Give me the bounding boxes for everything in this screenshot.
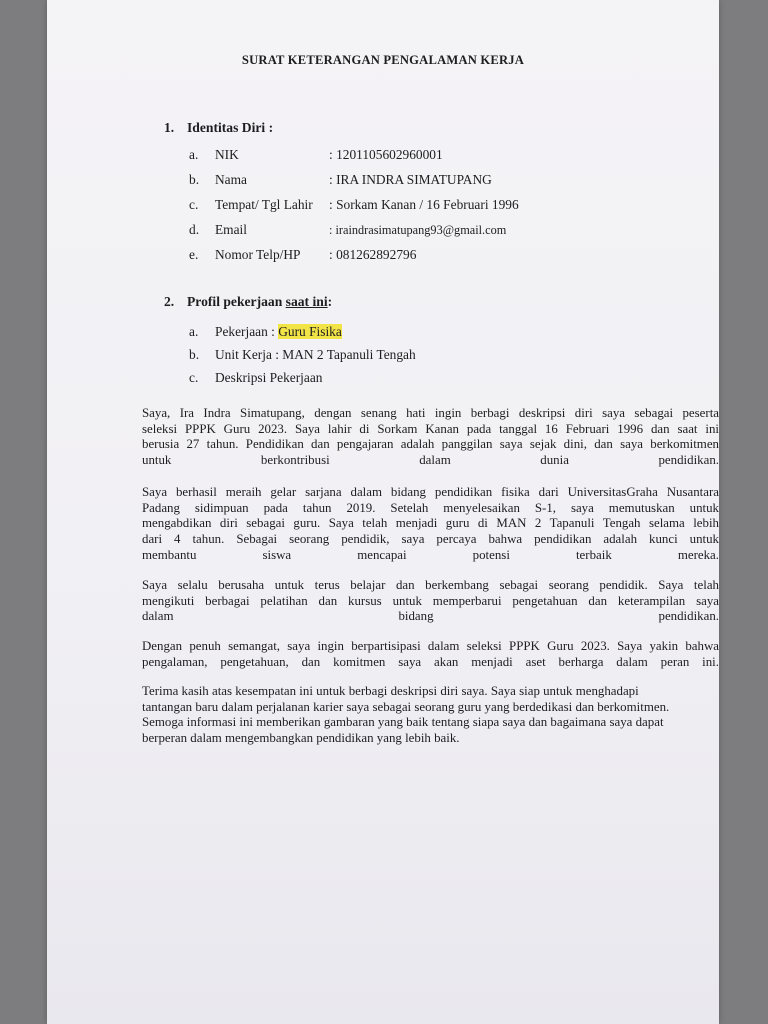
text-line: berusia 27 tahun. Pendidikan dan pengajaran adalah panggilan saya sejak dini, dan saya berkomitmen: [142, 437, 719, 452]
section-title-colon: :: [327, 294, 333, 309]
document-title: SURAT KETERANGAN PENGALAMAN KERJA: [241, 53, 525, 67]
text-line: dari 4 tahun. Sebagai seorang pendidik, saya percaya bahwa pendidikan adalah kunci untuk: [142, 532, 719, 547]
section-title: Identitas Diri :: [187, 120, 274, 135]
text-line: Saya berhasil meraih gelar sarjana dalam bidang pendidikan fisika dari UniversitasGraha Nusantara: [142, 485, 719, 499]
text-line: Saya selalu berusaha untuk terus belajar dan berkembang sebagai seorang pendidik. Saya telah: [142, 578, 719, 592]
text-line: Dengan penuh semangat, saya ingin berpartisipasi dalam seleksi PPPK Guru 2023. Saya yakin bahwa: [142, 639, 719, 653]
highlighted-value: Guru Fisika: [278, 324, 342, 339]
profile-row-unit-kerja: [189, 347, 416, 363]
row-label: Unit Kerja : MAN 2 Tapanuli Tengah: [215, 347, 416, 362]
text-line: berperan dalam mengembangkan pendidikan yang lebih baik.: [142, 731, 460, 746]
text-line: Terima kasih atas kesempatan ini untuk berbagi deskripsi diri saya. Saya siap untuk menghadapi: [142, 684, 639, 698]
row-value: : iraindrasimatupang93@gmail.com: [329, 223, 507, 237]
section-number: 2.: [164, 294, 175, 309]
text-line: Semoga informasi ini memberikan gambaran yang baik tentang siapa saya dan bagaimana saya dapat: [142, 715, 664, 730]
text-line: dalam bidang pendidikan.: [142, 609, 719, 624]
paragraph-intro: [142, 406, 719, 469]
identity-row-nik: [189, 147, 443, 163]
text-line: Padang sidimpuan pada tahun 2019. Setelah menyelesaikan S-1, saya memutuskan untuk: [142, 500, 719, 515]
row-label: Nomor Telp/HP: [215, 247, 301, 262]
identity-row-ttl: [189, 197, 519, 213]
paragraph-motivation: [142, 639, 719, 670]
row-label: Pekerjaan :: [215, 324, 279, 339]
text-line: tantangan baru dalam perjalanan karier saya sebagai seorang guru yang berdedikasi dan berkomitmen.: [142, 699, 670, 714]
row-letter: c.: [189, 197, 199, 212]
row-label: NIK: [215, 147, 239, 162]
row-letter: b.: [189, 347, 200, 362]
row-letter: b.: [189, 172, 200, 187]
paper-sheet: [47, 0, 719, 1024]
row-letter: d.: [189, 222, 200, 237]
text-line: Saya, Ira Indra Simatupang, dengan senang hati ingin berbagi deskripsi diri saya sebagai peserta: [142, 406, 719, 420]
text-line: mengabdikan diri sebagai guru. Saya telah menjadi guru di MAN 2 Tapanuli Tengah selama lebih: [142, 516, 719, 531]
row-value: : IRA INDRA SIMATUPANG: [329, 172, 492, 187]
row-value: : Sorkam Kanan / 16 Februari 1996: [329, 197, 519, 212]
section-title-underlined: saat ini: [285, 294, 328, 309]
paragraph-closing: [142, 684, 719, 747]
text-line: untuk berkontribusi dalam dunia pendidikan.: [142, 453, 719, 468]
identity-row-nama: [189, 172, 492, 188]
row-value: : 081262892796: [329, 247, 417, 262]
section-number: 1.: [164, 120, 175, 135]
identity-row-telp: [189, 247, 416, 263]
paragraph-development: [142, 578, 719, 625]
identity-row-email: [189, 222, 506, 238]
section-identitas-heading: [164, 120, 273, 136]
row-label: Deskripsi Pekerjaan: [215, 370, 323, 385]
text-line: pengalaman, pengetahuan, dan komitmen saya akan menjadi aset berharga dalam peran ini.: [142, 654, 719, 669]
row-label: Email: [215, 222, 247, 237]
row-letter: e.: [189, 247, 199, 262]
section-profil-heading: [164, 294, 332, 310]
row-letter: a.: [189, 147, 199, 162]
text-line: mengikuti berbagai pelatihan dan kursus untuk memperbarui pengetahuan dan keterampilan saya: [142, 593, 719, 608]
paragraph-education: [142, 485, 719, 564]
row-label: Tempat/ Tgl Lahir: [215, 197, 313, 212]
row-label: Nama: [215, 172, 247, 187]
profile-row-pekerjaan: [189, 324, 342, 340]
profile-row-deskripsi: [189, 370, 322, 386]
row-value: : 1201105602960001: [329, 147, 443, 162]
text-line: membantu siswa mencapai potensi terbaik mereka.: [142, 547, 719, 562]
section-title: Profil pekerjaan: [187, 294, 286, 309]
row-letter: c.: [189, 370, 199, 385]
row-letter: a.: [189, 324, 199, 339]
text-line: seleksi PPPK Guru 2023. Saya lahir di Sorkam Kanan pada tanggal 16 Februari 1996 dan saat ini: [142, 421, 719, 436]
